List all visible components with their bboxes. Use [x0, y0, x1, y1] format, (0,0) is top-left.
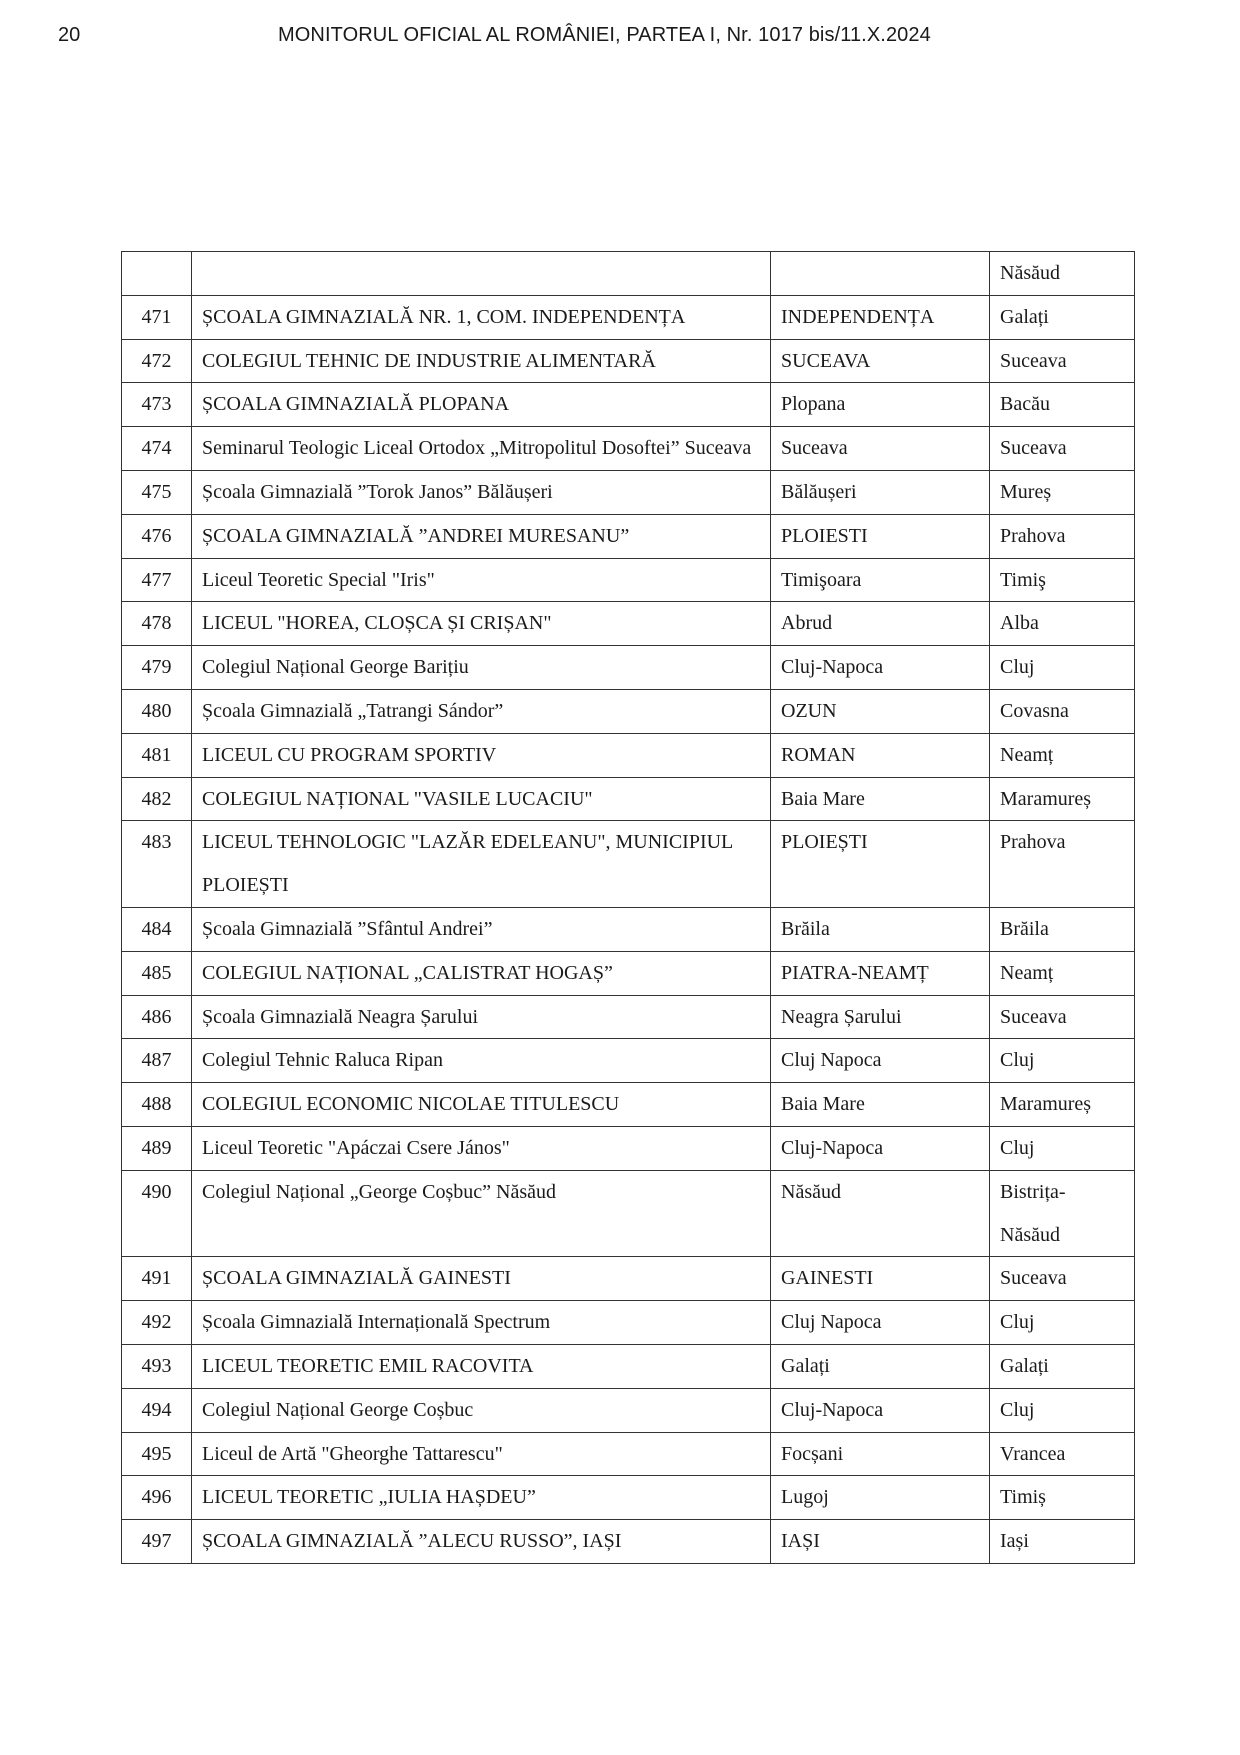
row-number-cell: 491 [122, 1257, 192, 1301]
table-row [122, 383, 1135, 427]
table-row [122, 558, 1135, 602]
school-name-cell: COLEGIUL NAȚIONAL "VASILE LUCACIU" [192, 777, 771, 821]
county-cell: Mureș [990, 470, 1135, 514]
county-cell: Suceava [990, 339, 1135, 383]
locality-cell: Cluj-Napoca [771, 646, 990, 690]
schools-table-body [122, 252, 1135, 1564]
school-name-cell: COLEGIUL TEHNIC DE INDUSTRIE ALIMENTARĂ [192, 339, 771, 383]
table-row [122, 470, 1135, 514]
school-name-cell: Școala Gimnazială Internațională Spectrum [192, 1301, 771, 1345]
county-cell: Neamț [990, 951, 1135, 995]
county-cell: Cluj [990, 646, 1135, 690]
locality-cell: Cluj Napoca [771, 1039, 990, 1083]
locality-cell: Focșani [771, 1432, 990, 1476]
row-number-cell: 487 [122, 1039, 192, 1083]
row-number-cell: 484 [122, 907, 192, 951]
row-number-cell: 479 [122, 646, 192, 690]
locality-cell [771, 252, 990, 296]
locality-cell: Plopana [771, 383, 990, 427]
school-name-cell: Colegiul Național „George Coșbuc” Năsăud [192, 1170, 771, 1257]
locality-cell: IAȘI [771, 1520, 990, 1564]
table-row [122, 339, 1135, 383]
locality-cell: SUCEAVA [771, 339, 990, 383]
school-name-cell: Școala Gimnazială ”Sfântul Andrei” [192, 907, 771, 951]
locality-cell: Cluj Napoca [771, 1301, 990, 1345]
locality-cell: PIATRA-NEAMȚ [771, 951, 990, 995]
county-cell: Covasna [990, 689, 1135, 733]
county-cell: Alba [990, 602, 1135, 646]
school-name-cell: Liceul Teoretic "Apáczai Csere János" [192, 1126, 771, 1170]
row-number-cell: 478 [122, 602, 192, 646]
row-number-cell: 483 [122, 821, 192, 908]
publication-title: MONITORUL OFICIAL AL ROMÂNIEI, PARTEA I, Nr. 1017 bis/11.X.2024 [278, 24, 931, 46]
table-row [122, 1344, 1135, 1388]
row-number-cell: 493 [122, 1344, 192, 1388]
county-cell: Timiș [990, 1476, 1135, 1520]
table-row [122, 1432, 1135, 1476]
school-name-cell: LICEUL TEHNOLOGIC "LAZĂR EDELEANU", MUNICIPIUL PLOIEȘTI [192, 821, 771, 908]
table-row [122, 733, 1135, 777]
locality-cell: Abrud [771, 602, 990, 646]
school-name-cell: ȘCOALA GIMNAZIALĂ NR. 1, COM. INDEPENDENȚA [192, 295, 771, 339]
county-cell: Galați [990, 1344, 1135, 1388]
county-cell: Suceava [990, 1257, 1135, 1301]
table-row [122, 951, 1135, 995]
school-name-cell [192, 252, 771, 296]
row-number-cell: 474 [122, 427, 192, 471]
locality-cell: Baia Mare [771, 1083, 990, 1127]
school-name-cell: LICEUL TEORETIC „IULIA HAȘDEU” [192, 1476, 771, 1520]
table-row [122, 427, 1135, 471]
table-row [122, 295, 1135, 339]
row-number-cell: 488 [122, 1083, 192, 1127]
locality-cell: Baia Mare [771, 777, 990, 821]
table-row [122, 1126, 1135, 1170]
county-cell: Timiş [990, 558, 1135, 602]
row-number-cell [122, 252, 192, 296]
county-cell: Prahova [990, 821, 1135, 908]
county-cell: Maramureș [990, 777, 1135, 821]
row-number-cell: 477 [122, 558, 192, 602]
table-row [122, 1083, 1135, 1127]
locality-cell: ROMAN [771, 733, 990, 777]
school-name-cell: LICEUL CU PROGRAM SPORTIV [192, 733, 771, 777]
school-name-cell: Liceul Teoretic Special "Iris" [192, 558, 771, 602]
county-cell: Galați [990, 295, 1135, 339]
table-row [122, 252, 1135, 296]
row-number-cell: 485 [122, 951, 192, 995]
school-name-cell: ȘCOALA GIMNAZIALĂ PLOPANA [192, 383, 771, 427]
school-name-cell: Școala Gimnazială „Tatrangi Sándor” [192, 689, 771, 733]
school-name-cell: Colegiul Național George Barițiu [192, 646, 771, 690]
row-number-cell: 481 [122, 733, 192, 777]
locality-cell: Cluj-Napoca [771, 1388, 990, 1432]
locality-cell: PLOIESTI [771, 514, 990, 558]
school-name-cell: COLEGIUL NAȚIONAL „CALISTRAT HOGAȘ” [192, 951, 771, 995]
table-row [122, 821, 1135, 908]
county-cell: Cluj [990, 1126, 1135, 1170]
school-name-cell: ȘCOALA GIMNAZIALĂ ”ALECU RUSSO”, IAȘI [192, 1520, 771, 1564]
county-cell: Suceava [990, 995, 1135, 1039]
school-name-cell: Seminarul Teologic Liceal Ortodox „Mitropolitul Dosoftei” Suceava [192, 427, 771, 471]
locality-cell: Galați [771, 1344, 990, 1388]
table-row [122, 689, 1135, 733]
row-number-cell: 497 [122, 1520, 192, 1564]
county-cell: Brăila [990, 907, 1135, 951]
row-number-cell: 496 [122, 1476, 192, 1520]
table-row [122, 1257, 1135, 1301]
table-row [122, 646, 1135, 690]
school-name-cell: Colegiul Național George Coșbuc [192, 1388, 771, 1432]
locality-cell: Brăila [771, 907, 990, 951]
row-number-cell: 475 [122, 470, 192, 514]
table-row [122, 995, 1135, 1039]
locality-cell: Suceava [771, 427, 990, 471]
table-row [122, 1170, 1135, 1257]
row-number-cell: 476 [122, 514, 192, 558]
county-cell: Iași [990, 1520, 1135, 1564]
school-name-cell: LICEUL "HOREA, CLOȘCA ȘI CRIȘAN" [192, 602, 771, 646]
county-cell: Năsăud [990, 252, 1135, 296]
locality-cell: Năsăud [771, 1170, 990, 1257]
table-row [122, 1388, 1135, 1432]
school-name-cell: Școala Gimnazială ”Torok Janos” Bălăușeri [192, 470, 771, 514]
locality-cell: Timişoara [771, 558, 990, 602]
school-name-cell: LICEUL TEORETIC EMIL RACOVITA [192, 1344, 771, 1388]
county-cell: Prahova [990, 514, 1135, 558]
county-cell: Bacău [990, 383, 1135, 427]
county-cell: Cluj [990, 1388, 1135, 1432]
locality-cell: Bălăușeri [771, 470, 990, 514]
county-cell: Suceava [990, 427, 1135, 471]
county-cell: Cluj [990, 1039, 1135, 1083]
locality-cell: PLOIEȘTI [771, 821, 990, 908]
locality-cell: Lugoj [771, 1476, 990, 1520]
row-number-cell: 489 [122, 1126, 192, 1170]
schools-table [121, 251, 1135, 1564]
table-row [122, 1476, 1135, 1520]
locality-cell: Cluj-Napoca [771, 1126, 990, 1170]
school-name-cell: Colegiul Tehnic Raluca Ripan [192, 1039, 771, 1083]
table-row [122, 514, 1135, 558]
table-row [122, 777, 1135, 821]
locality-cell: GAINESTI [771, 1257, 990, 1301]
school-name-cell: Liceul de Artă "Gheorghe Tattarescu" [192, 1432, 771, 1476]
row-number-cell: 473 [122, 383, 192, 427]
school-name-cell: Școala Gimnazială Neagra Șarului [192, 995, 771, 1039]
table-row [122, 1039, 1135, 1083]
page-header [0, 22, 1240, 52]
school-name-cell: COLEGIUL ECONOMIC NICOLAE TITULESCU [192, 1083, 771, 1127]
county-cell: Vrancea [990, 1432, 1135, 1476]
row-number-cell: 494 [122, 1388, 192, 1432]
row-number-cell: 472 [122, 339, 192, 383]
table-row [122, 907, 1135, 951]
county-cell: Neamț [990, 733, 1135, 777]
school-name-cell: ȘCOALA GIMNAZIALĂ GAINESTI [192, 1257, 771, 1301]
school-name-cell: ȘCOALA GIMNAZIALĂ ”ANDREI MURESANU” [192, 514, 771, 558]
row-number-cell: 492 [122, 1301, 192, 1345]
row-number-cell: 482 [122, 777, 192, 821]
county-cell: Bistrița-Năsăud [990, 1170, 1135, 1257]
table-row [122, 602, 1135, 646]
locality-cell: Neagra Șarului [771, 995, 990, 1039]
page-number: 20 [58, 24, 81, 46]
row-number-cell: 490 [122, 1170, 192, 1257]
row-number-cell: 486 [122, 995, 192, 1039]
county-cell: Cluj [990, 1301, 1135, 1345]
county-cell: Maramureș [990, 1083, 1135, 1127]
row-number-cell: 480 [122, 689, 192, 733]
table-row [122, 1520, 1135, 1564]
row-number-cell: 471 [122, 295, 192, 339]
locality-cell: OZUN [771, 689, 990, 733]
row-number-cell: 495 [122, 1432, 192, 1476]
table-row [122, 1301, 1135, 1345]
locality-cell: INDEPENDENȚA [771, 295, 990, 339]
